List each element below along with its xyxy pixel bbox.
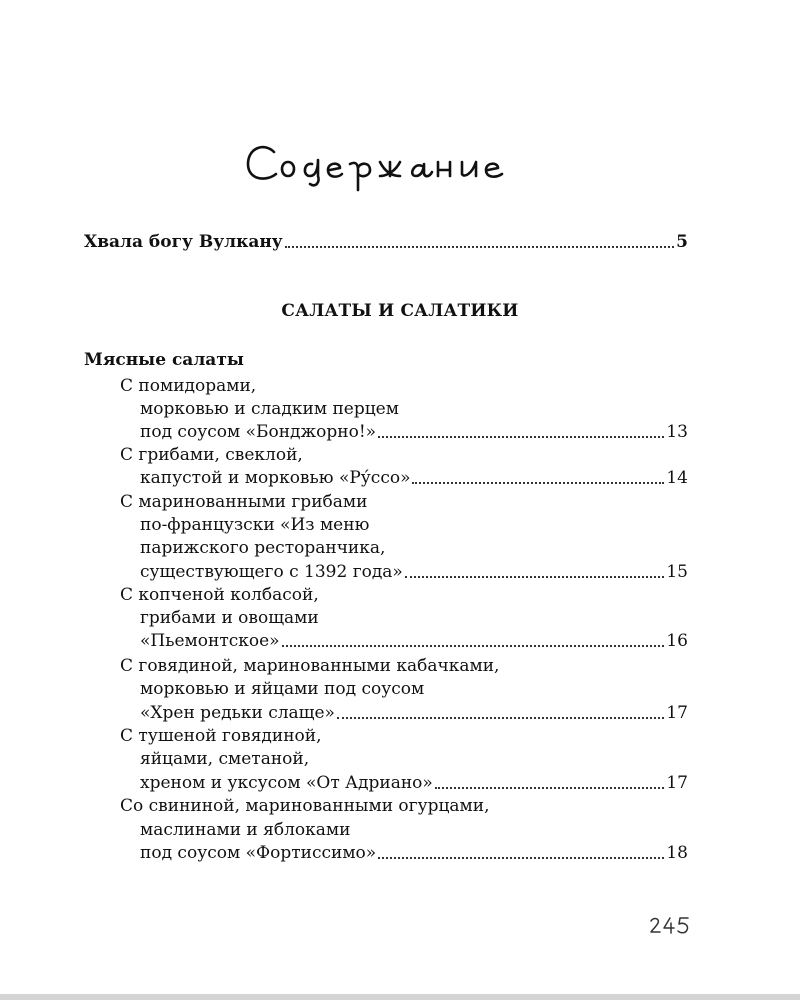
leader-dots xyxy=(378,436,664,438)
toc-entry-page: 16 xyxy=(666,631,688,651)
leader-dots xyxy=(285,246,674,248)
toc-entry-line: морковью и яйцами под соусом xyxy=(140,679,425,699)
toc-entry-line: С грибами, свеклой, xyxy=(120,445,303,465)
toc-entry-line: морковью и сладким перцем xyxy=(140,399,399,419)
toc-intro-entry[interactable] xyxy=(84,231,688,253)
group-heading: Мясные салаты xyxy=(84,350,244,370)
toc-entry-label: под соусом «Бонджорно!» xyxy=(140,422,377,442)
toc-entry-label: капустой и морковью «Ру́ссо» xyxy=(140,468,411,488)
page-number-folio xyxy=(648,915,692,935)
toc-entry[interactable] xyxy=(140,842,688,864)
toc-entry[interactable] xyxy=(140,421,688,443)
toc-entry-line: С маринованными грибами xyxy=(120,492,368,512)
toc-entry-label: «Пьемонтское» xyxy=(140,631,280,651)
page-edge xyxy=(0,994,800,1000)
leader-dots xyxy=(337,717,664,719)
leader-dots xyxy=(435,787,665,789)
toc-entry[interactable] xyxy=(140,630,688,652)
leader-dots xyxy=(412,482,664,484)
toc-entry-page: 14 xyxy=(666,468,688,488)
toc-entry-page: 18 xyxy=(666,843,688,863)
page-title xyxy=(0,130,800,204)
leader-dots xyxy=(282,645,665,647)
handwritten-title-image xyxy=(240,130,560,200)
section-heading: САЛАТЫ И САЛАТИКИ xyxy=(281,301,519,321)
toc-entry-page: 17 xyxy=(666,773,688,793)
toc-entry[interactable] xyxy=(140,772,688,794)
toc-entry-label: хреном и уксусом «От Адриано» xyxy=(140,773,433,793)
leader-dots xyxy=(378,857,664,859)
toc-entry-line: грибами и овощами xyxy=(140,608,319,628)
toc-intro-page: 5 xyxy=(676,232,688,252)
toc-entry[interactable] xyxy=(140,467,688,489)
toc-entry-page: 13 xyxy=(666,422,688,442)
toc-entry-page: 15 xyxy=(666,562,688,582)
toc-entry-line: по-французски «Из меню xyxy=(140,515,370,535)
leader-dots xyxy=(405,576,665,578)
toc-entry-line: Со свининой, маринованными огурцами, xyxy=(120,796,490,816)
toc-entry-line: С тушеной говядиной, xyxy=(120,726,322,746)
toc-entry-line: С копченой колбасой, xyxy=(120,585,319,605)
toc-entry-line: яйцами, сметаной, xyxy=(140,749,310,769)
toc-entry-line: парижского ресторанчика, xyxy=(140,538,386,558)
toc-entry-line: С говядиной, маринованными кабачками, xyxy=(120,656,500,676)
toc-entry-page: 17 xyxy=(666,703,688,723)
toc-entry[interactable] xyxy=(140,702,688,724)
toc-entry-label: существующего с 1392 года» xyxy=(140,562,403,582)
toc-entry[interactable] xyxy=(140,561,688,583)
toc-entry-label: под соусом «Фортиссимо» xyxy=(140,843,377,863)
toc-entry-label: «Хрен редьки слаще» xyxy=(140,703,335,723)
toc-intro-label: Хвала богу Вулкану xyxy=(84,232,283,252)
toc-entry-line: С помидорами, xyxy=(120,376,257,396)
toc-entry-line: маслинами и яблоками xyxy=(140,820,351,840)
